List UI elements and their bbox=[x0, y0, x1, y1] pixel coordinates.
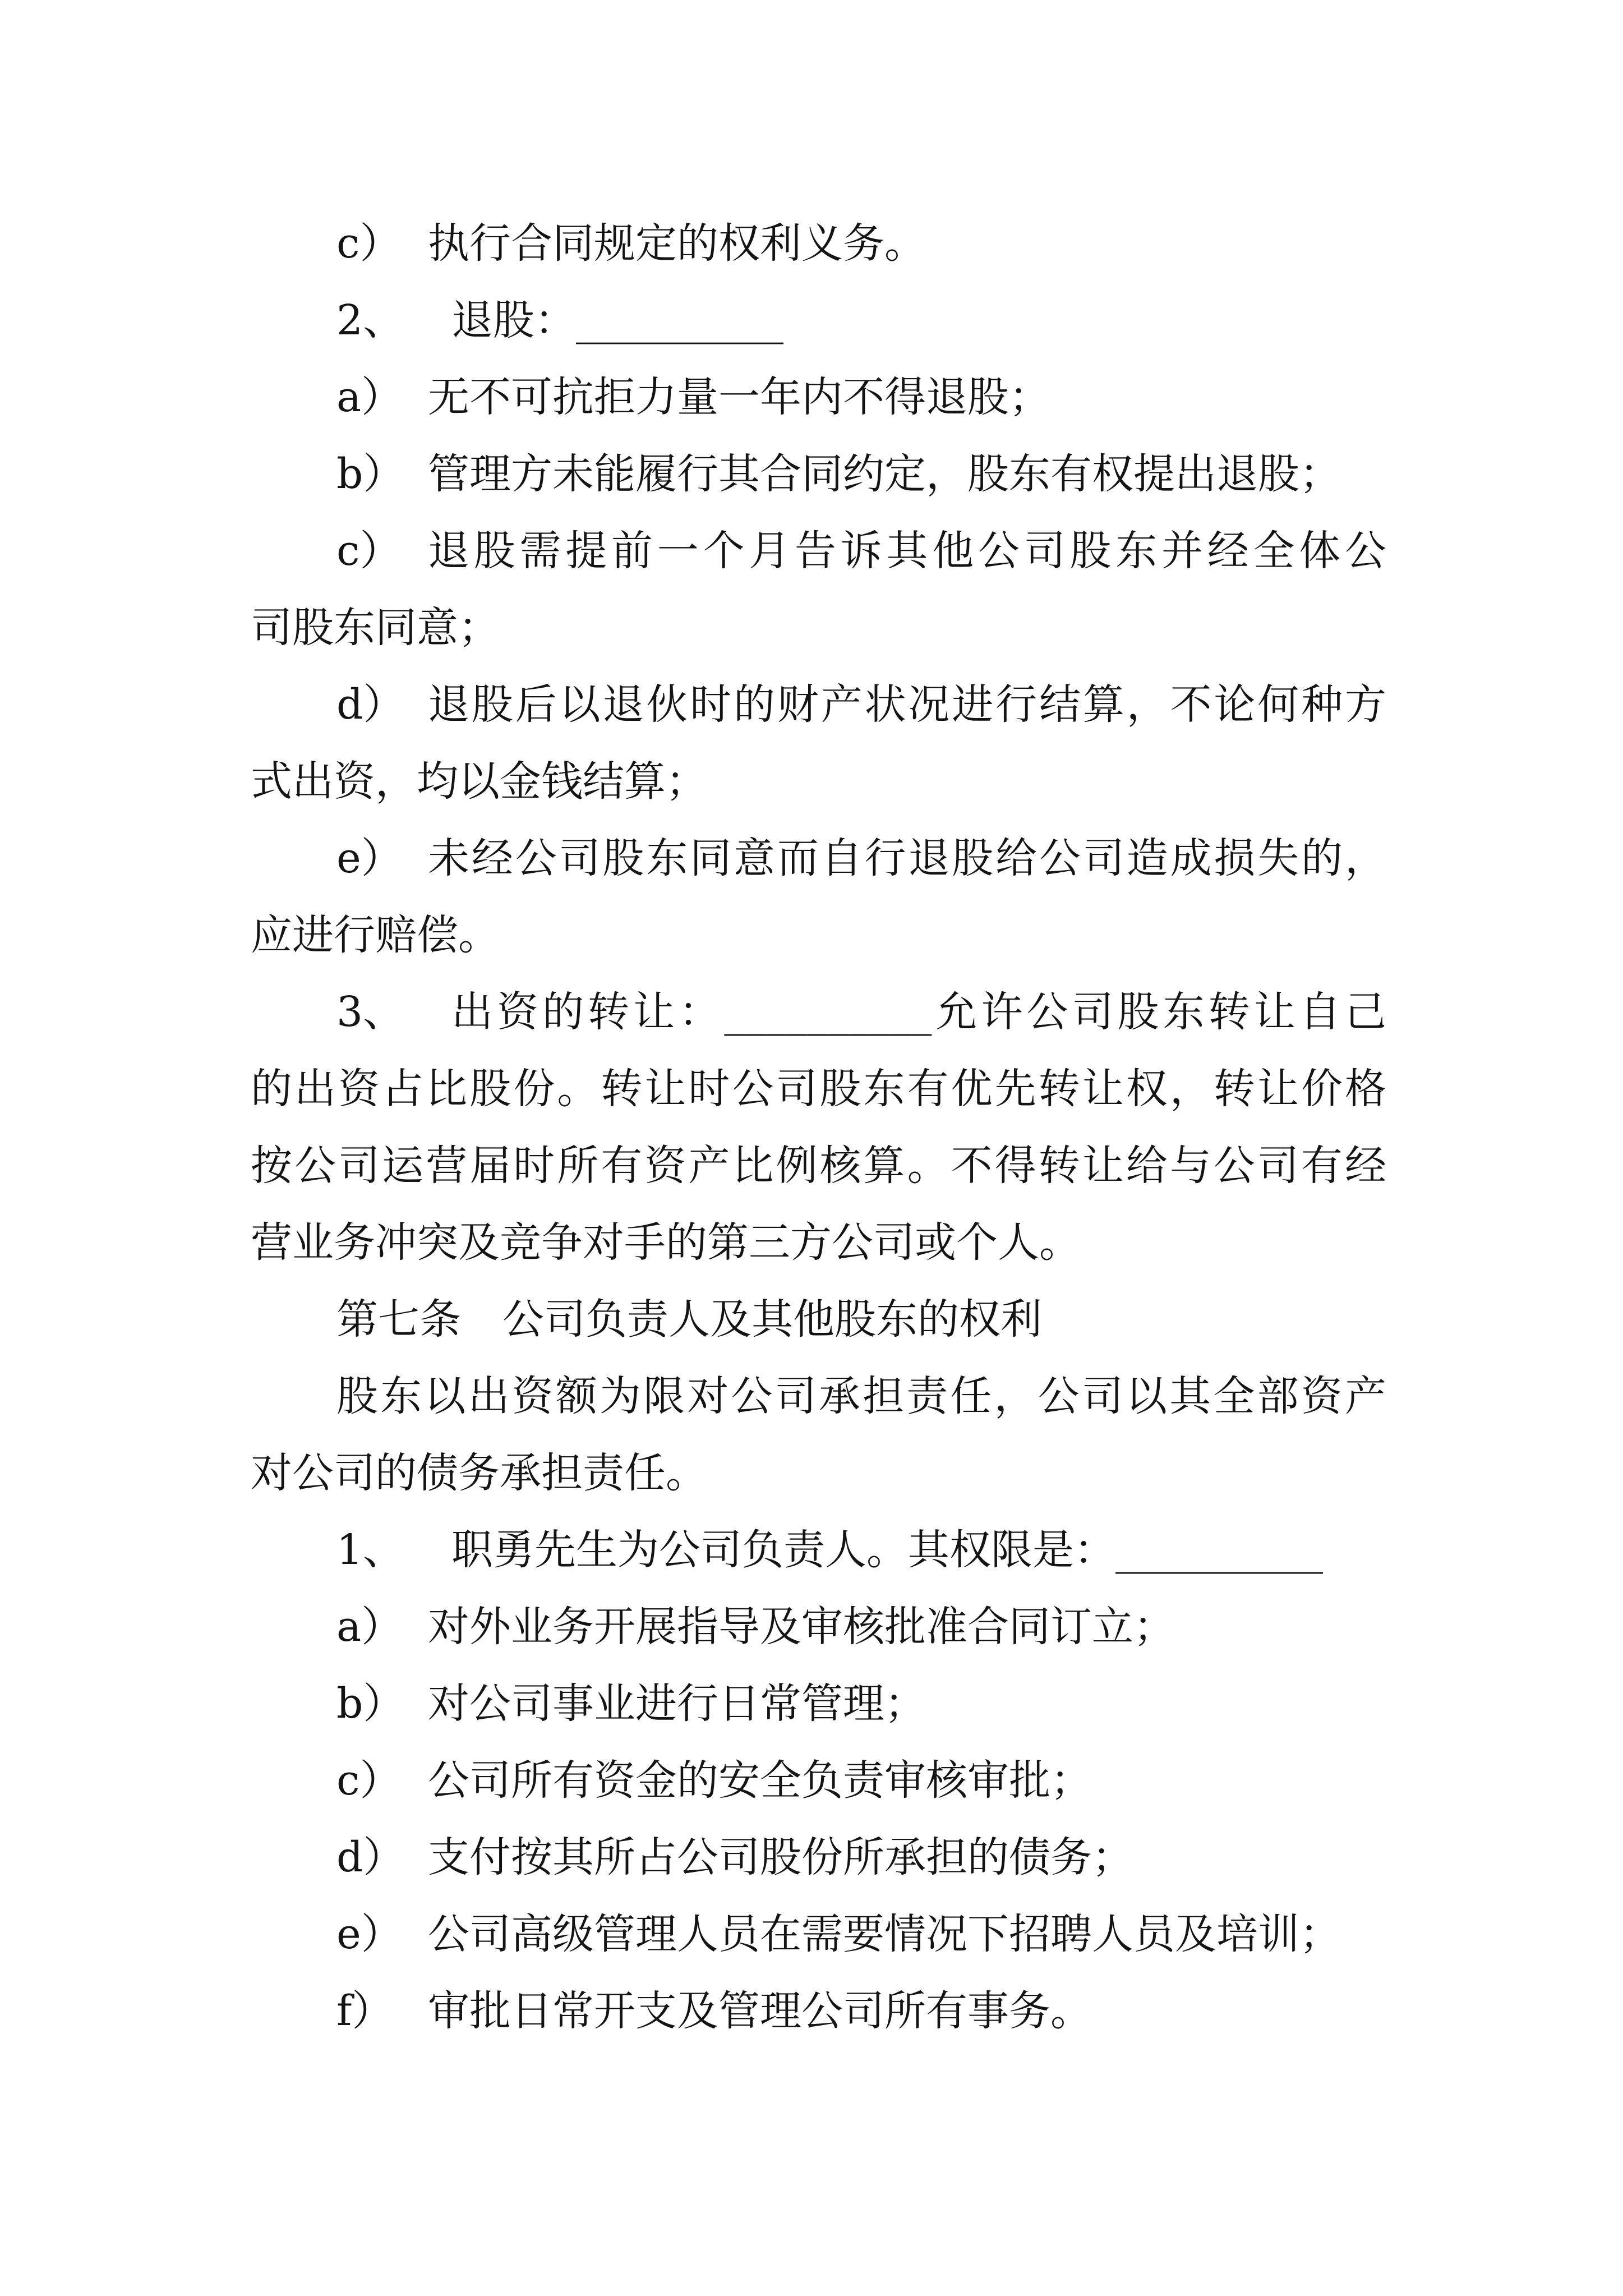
article-heading bbox=[336, 1281, 1386, 1358]
item-number: 3、 bbox=[336, 988, 405, 1036]
list-item bbox=[336, 359, 1386, 436]
document-body bbox=[251, 205, 1386, 2050]
list-item bbox=[336, 1589, 1386, 1665]
item-marker: c） bbox=[336, 527, 402, 575]
item-marker: a） bbox=[336, 373, 403, 421]
item-number: 2、 bbox=[336, 296, 405, 344]
item-marker: a） bbox=[336, 1603, 403, 1651]
article-title: 公司负责人及其他股东的权利 bbox=[502, 1295, 1042, 1343]
numbered-item-withdrawal bbox=[336, 282, 1386, 359]
list-item bbox=[336, 820, 1386, 897]
paragraph-continuation bbox=[251, 1128, 1386, 1204]
paragraph-continuation bbox=[251, 1204, 1386, 1281]
list-item-continuation bbox=[251, 743, 1386, 820]
list-item bbox=[336, 436, 1386, 513]
item-text: 无不可抗拒力量一年内不得退股； bbox=[428, 373, 1050, 421]
item-text: 审批日常开支及管理公司所有事务。 bbox=[428, 1987, 1092, 2035]
article-number: 第七条 bbox=[336, 1295, 461, 1343]
list-item bbox=[336, 1896, 1386, 1973]
paragraph-continuation bbox=[251, 1051, 1386, 1128]
numbered-item-transfer bbox=[336, 974, 1386, 1051]
item-text: 按公司运营届时所有资产比例核算。不得转让给与公司有经 bbox=[251, 1142, 1386, 1190]
item-text: 退股：__________ bbox=[451, 296, 783, 344]
item-marker: e） bbox=[336, 1910, 403, 1958]
list-item bbox=[336, 513, 1386, 590]
list-item bbox=[336, 205, 1386, 282]
item-number: 1、 bbox=[336, 1526, 405, 1574]
item-text: 公司高级管理人员在需要情况下招聘人员及培训； bbox=[428, 1910, 1341, 1958]
item-marker: e） bbox=[336, 834, 403, 882]
list-item bbox=[336, 1973, 1386, 2050]
list-item-continuation bbox=[251, 590, 1386, 666]
list-item bbox=[336, 1742, 1386, 1819]
item-marker: d） bbox=[336, 680, 405, 729]
paragraph-text: 对公司的债务承担责任。 bbox=[251, 1449, 707, 1497]
item-text: 营业务冲突及竞争对手的第三方公司或个人。 bbox=[251, 1218, 1081, 1267]
item-text: 公司所有资金的安全负责审核审批； bbox=[428, 1756, 1092, 1805]
item-marker: b） bbox=[336, 450, 405, 498]
item-text: 退股需提前一个月告诉其他公司股东并经全体公 bbox=[428, 527, 1386, 575]
item-text: 出资的转让：__________允许公司股东转让自己 bbox=[451, 988, 1386, 1036]
item-text: 应进行赔偿。 bbox=[251, 911, 500, 959]
numbered-item-responsible-person bbox=[336, 1512, 1386, 1589]
article-intro bbox=[336, 1358, 1386, 1435]
list-item bbox=[336, 1819, 1386, 1896]
list-item bbox=[336, 666, 1386, 743]
item-text: 的出资占比股份。转让时公司股东有优先转让权，转让价格 bbox=[251, 1065, 1386, 1113]
item-text: 对公司事业进行日常管理； bbox=[428, 1680, 926, 1728]
item-text: 司股东同意； bbox=[251, 604, 500, 652]
item-marker: c） bbox=[336, 1756, 402, 1805]
item-text: 管理方未能履行其合同约定，股东有权提出退股； bbox=[428, 450, 1341, 498]
item-text: 职勇先生为公司负责人。其权限是：__________ bbox=[451, 1526, 1323, 1574]
item-marker: f） bbox=[336, 1987, 394, 2035]
item-marker: c） bbox=[336, 219, 402, 268]
item-text: 支付按其所占公司股份所承担的债务； bbox=[428, 1833, 1133, 1881]
item-text: 式出资，均以金钱结算； bbox=[251, 757, 707, 806]
item-marker: d） bbox=[336, 1833, 405, 1881]
item-text: 执行合同规定的权利义务。 bbox=[428, 219, 926, 268]
paragraph-continuation bbox=[251, 1435, 1386, 1512]
item-marker: b） bbox=[336, 1680, 405, 1728]
item-text: 对外业务开展指导及审核批准合同订立； bbox=[428, 1603, 1175, 1651]
paragraph-text: 股东以出资额为限对公司承担责任，公司以其全部资产 bbox=[336, 1372, 1386, 1420]
list-item bbox=[336, 1665, 1386, 1742]
item-text: 退股后以退伙时的财产状况进行结算，不论何种方 bbox=[428, 680, 1386, 729]
item-text: 未经公司股东同意而自行退股给公司造成损失的， bbox=[428, 834, 1386, 882]
list-item-continuation bbox=[251, 897, 1386, 974]
